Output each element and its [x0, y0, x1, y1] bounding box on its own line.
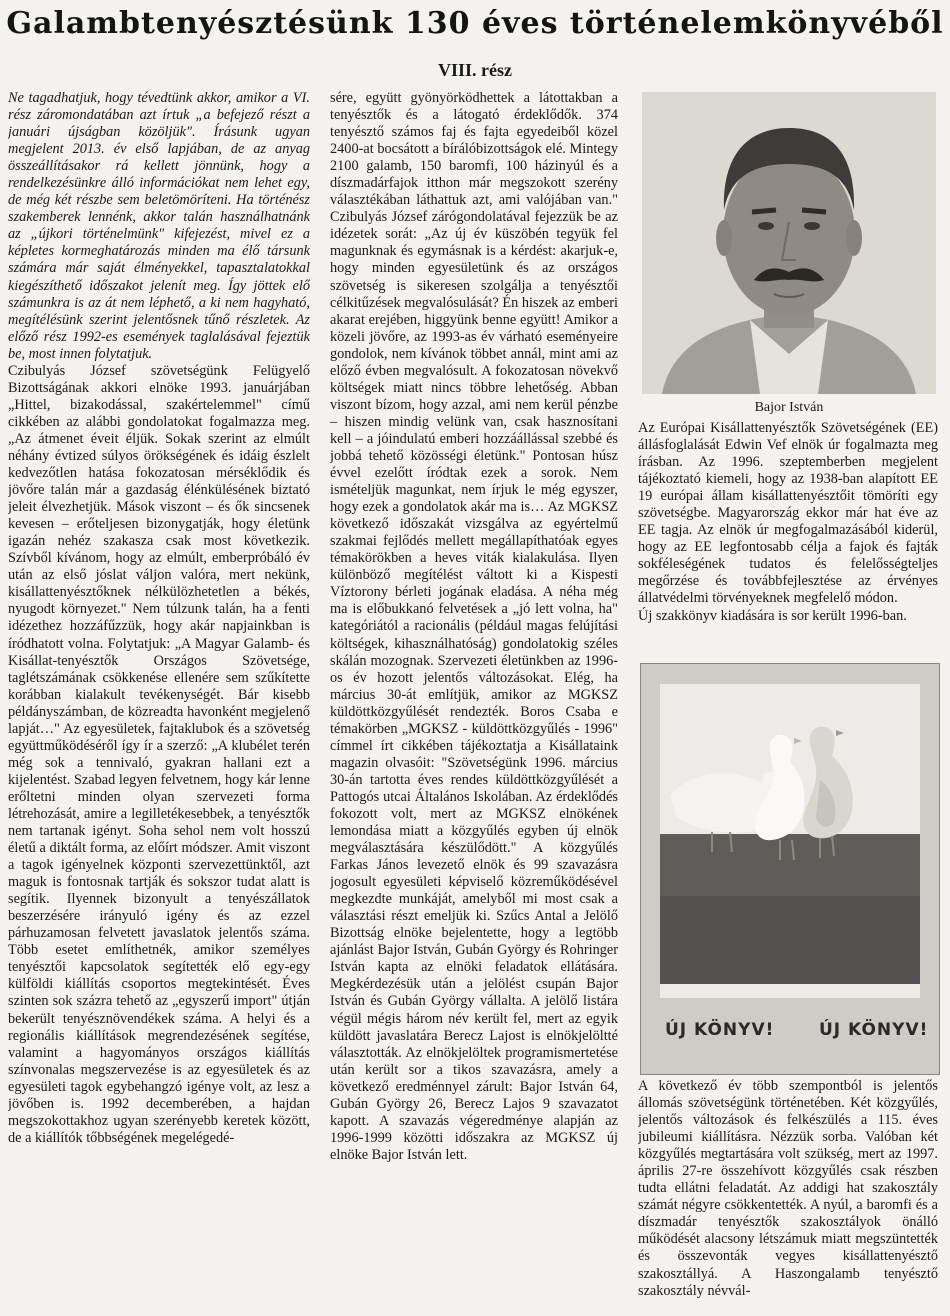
page-title: Galambtenyésztésünk 130 éves történelemkönyvéből	[6, 6, 944, 41]
poster-label-left: ÚJ KÖNYV!	[665, 1020, 775, 1040]
column-3-lower	[638, 1078, 938, 1312]
column-3-body: Az Európai Kisállattenyésztők Szövetségének (EE) állásfoglalását Edwin Vef elnök úr fogalmazta meg írásban. Az 1996. szeptemberben megjelent tájékoztató kiemeli, hogy az 1938-ban alapított EE 19 európai állam kisállattenyésztőit tömöríti egy szövetségbe. Magyarország ekkor már hat éve az EE tagja. Az elnök úr megfogalmazásából kiderül, hogy az EE legfontosabb célja a fajok és fajták sokféleségének tudatos és felelősségteljes megőrzése és továbbfejlesztése az érvényes állatvédelmi törvényeknek megfelelő módon.	[638, 420, 938, 607]
pigeons-illustration	[660, 684, 920, 998]
page-subtitle: VIII. rész	[438, 60, 512, 80]
column-3-body-3: A következő év több szempontból is jelentős állomás szövetségünk történetében. Két közgyűlés, jelentős változások és felkészülés a 115. éves jubileumi kiállításra. Nézzük sorba. Valóban két közgyűlés megtartására volt szükség, mert az 1997. április 27-re összehívott közgyűlés csak részben tudta ellátni feladatát. Az addigi hat szakosztály számát négyre csökkentették. A nyúl, a baromfi és a díszmadár tenyésztők szakosztályok önálló működését alacsony létszámuk miatt megszüntették és összevonták vegyes kisállattenyésztő szakosztállyá. A Haszongalamb tenyésztő szakosztály névvál-	[638, 1078, 938, 1299]
poster-label-right: ÚJ KÖNYV!	[819, 1020, 929, 1040]
column-1	[8, 90, 310, 1312]
poster-image	[660, 684, 920, 998]
book-poster	[640, 663, 940, 1075]
column-2-body: sére, együtt gyönyörködhettek a látottakban a tenyésztők és a látogató érdeklődők. 374 tenyésztő számos faj és fajta egyedeiből közel 2400-at bocsátott a bírálóbizottságok elé. Mintegy 2100 galamb, 150 baromfi, 100 házinyúl és a díszmadárfajok itthon már megszokott szerény választékában láthattuk azt, ami valójában van." Czibulyás József zárógondolatával fejezzük be az idézetek sorát: „Az új év küszöbén tegyük fel magunknak és egymásnak is a kérdést: akarjuk-e, hogy minden egyesületünk és az országos szövetség is sikeresen szolgálja a tenyésztői célkitűzések megvalósulását? Én hiszek az emberi akarat erejében, higgyünk benne együtt! Amikor a közeli jövőre, az 1993-as év várható eseményeire gondolok, nem kívánok többet annál, mint ami az előző évben megvalósult. A fokozatosan növekvő költségek miatt nincs többre lehetőség. Abban viszont bízom, hogy azzal, ami nem kerül pénzbe – hiszen mindig velünk van, csak hasznosítani kell – a jóindulatú emberi hozzáállással szebbé és jobbá tehető közösségi életünk." Pontosan húsz évvel ezelőtt íródtak ezek a sorok. Nem ismételjük magunkat, nem írjuk le még egyszer, hogy ezek a gondolatok akár ma is… Az MGKSZ következő időszakát vizsgálva az egyértelmű szakmai fejlődés mellett megállapíthatóak egyes témakörökben a heves viták kialakulása. Ilyen különböző megítélést váltott ki a Kispesti Víztorony bérleti jogának eladása. A néha még ma is előbukkanó felvetések a „jó lett volna, ha" kategóriától a racionális (például magas felújítási költségek, kihasználhatóság) gondolatokig széles skálán mozognak. Szervezeti életünkben az 1996-os év hozott jelentős változásokat. Elég, ha március 30-át említjük, amikor az MGKSZ küldöttközgyűlését rendezték. Boros Csaba e témakörben „MGKSZ - küldöttközgyűlés - 1996" címmel írt cikkében tájékoztatja a Kisállataink magazin olvasóit: "Szövetségünk 1996. március 30-án tartotta éves rendes küldöttközgyűlését a Pattogós utcai Általános Iskolában. Az érdeklődés fokozott volt, mert az MGKSZ elnökének lemondása miatt a közgyűlés egyben új elnök megválasztására készülődött." A közgyűlés Farkas János levezető elnök és 99 szavazásra jogosult egyesületi képviselő közreműködésével megkezdte munkáját, amelyből mi most csak a választási részt emeljük ki. Szűcs Antal a Jelölő Bizottság elnöke bejelentette, hogy a legtöbb ajánlást Bajor István, Gubán György és Rohringer István kapta az elnöki feladatok ellátására. Megkérdezésük után a jelölést csupán Bajor István és Gubán György vállalta. A jelölő listára végül mégis három név került fel, mert az egyik küldött javaslatára Berecz Lajost is elnökjelöltté választották. Az elnökjelöltek programismertetése után került sor a tikos szavazásra, amely a következő eredménnyel zárult: Bajor István 64, Gubán György 26, Berecz Lajos 9 szavazatot kapott. A szavazás végeredménye alapján az 1996-1999 közötti időszakra az MGKSZ új elnöke Bajor István lett.	[330, 90, 618, 1163]
photo-caption: Bajor István	[754, 400, 824, 415]
column-3-body-2: Új szakkönyv kiadására is sor került 1996-ban.	[638, 607, 907, 624]
intro-paragraph: Ne tagadhatjuk, hogy tévedtünk akkor, amikor a VI. rész záromondatában azt írtuk „a befejező részt a januári újságban közöljük". Írásunk ugyan megjelent 2013. év első lapjában, de az anyag összeállításakor rá kellett jönnünk, hogy a rendelkezésünkre álló információkat nem lehet egy, de még két részbe sem beletömöríteni. Ha történész szakemberek lennénk, akkor talán használhatnánk az „újkori történelmünk" kifejezést, mivel ez a képletes kormeghatározás minden ma élő társunk számára már saját élményekkel, tapasztalatokkal kiegészíthető időszakot jelenít meg. Így jöttek elő számunkra is az át nem léphető, a ki nem hagyható, megítélésünk szerint jelentősnek tűnő részletek. Az előző rész 1992-es események taglalásával fejeztük be, most innen folytatjuk.	[8, 90, 310, 362]
column-2	[330, 90, 618, 1312]
column-1-body: Czibulyás József szövetségünk Felügyelő Bizottságának akkori elnöke 1993. januárjában „Hittel, bizakodással, szakértelemmel" című cikkében az alábbi gondolatokat fogalmazza meg. „Az átmenet éveit éljük. Sokak szerint az elmúlt néhány évtized súlyos örökségének és idáig észlelt kedvezőtlen hatása fokozatosan mérséklődik és jövőre talán már a gazdaság élénkülésének biztató jeleit élvezhetjük. Mások viszont – és ők sincsenek kevesen – erőteljesen bizonygatják, hogy életünk igazán nehéz szakasza csak most következik. Szívből kívánom, hogy az elmúlt, emberpróbáló év után az első jóslat váljon valóra, mert nekünk, kisállattenyésztőknek nélkülözhetetlen a békés, nyugodt környezet." Nem túlzunk talán, ha a fenti idézethez hozzáfűzzük, hogy akár napjainkban is íródhatott volna. Folytatjuk: „A Magyar Galamb- és Kisállat-tenyésztők Országos Szövetsége, taglétszámának csökkenése ellenére sem szűkítette korábban kialakult tevékenységét. Bár kisebb példányszámban, de közreadta havonként megjelenő lapját…" Az egyesületek, fajtaklubok és a szövetség együttműködéséről így ír a szerző: „A klubélet terén még sok a tennivaló, gyakran hallani ezt a kijelentést. Szabad legyen felvetnem, hogy kár lenne erőltetni minden olyan szervezeti forma létrehozását, amire a legilletékesebbek, a tenyésztők nem tartanak igényt. Soha sehol nem volt hosszú életű a diktált forma, az előírt módszer. Amit viszont a tagok igényelnek központi szervezettünktől, azt maguk is fontosnak tartják és sokszor tudat alatt is segítik. Ilyennek bizonyult a tenyészállatok beszerzésére irányuló igény és az ezzel párhuzamosan felvetett javaslatok jelentős száma. Több esetet említhetnék, amikor személyes tenyésztői kapcsolatok segítették elő egy-egy külföldi kiállítás csoportos megtekintését. Éves szinten sok százra tehető az „egyszerű import" útján bekerült tenyésznövendékek száma. A helyi és a regionális kiállítások megrendezésének segítése, valamint a hagyományos országos kiállítás színvonalas megszervezése is az egyesületek és az egyesületi tagok egybehangzó igénye volt, az lesz a jövőben is. 1992 decemberében, a hajdan megszokottakhoz ugyan szerényebb keretek között, de a kiállítók tőbbségének megelégedé-	[8, 362, 310, 1146]
poster-fine-print	[704, 952, 914, 1012]
portrait-photo	[642, 92, 936, 394]
column-3-upper	[638, 420, 938, 660]
portrait-illustration	[642, 92, 936, 394]
